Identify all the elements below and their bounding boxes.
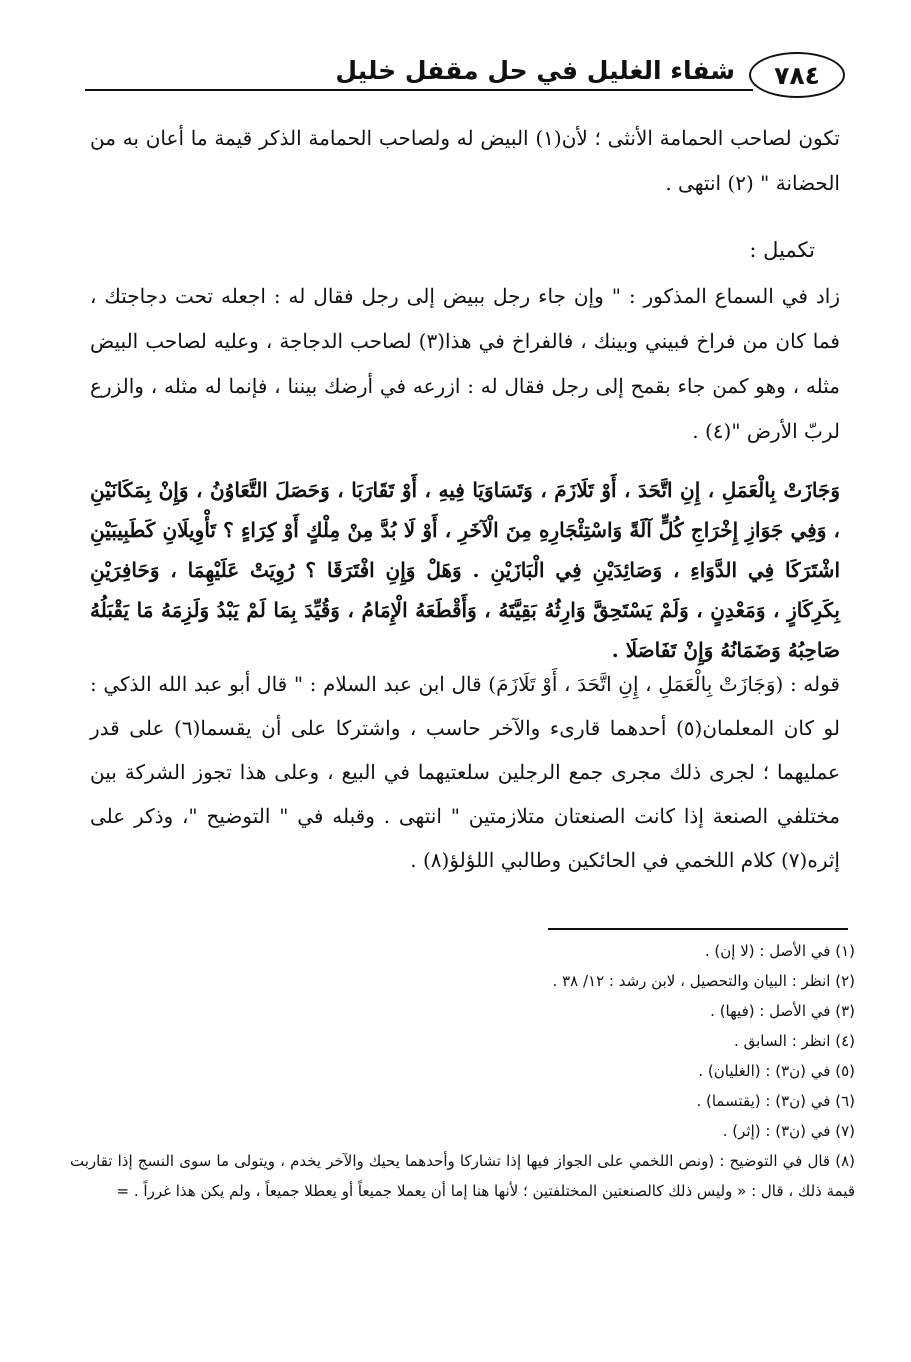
footnote-6: (٦) في (ن٣) : (يقتسما) . (696, 1092, 855, 1110)
matn-text-body: وَجَازَتْ بِالْعَمَلِ ، إِنِ اتَّحَدَ ، أَوْ تَلَازَمَ ، وَتَسَاوَيَا فِيهِ ، أَوْ تَقَارَبَا ، وَحَصَلَ التَّعَاوُنُ ، وَإِنْ بِمَكَانَيْنِ ، وَفِي جَوَازِ إِخْرَاجِ كُلٍّ آلَةً وَاسْتِئْجَارِهِ مِنَ الْآخَرِ ، أَوْ لَا بُدَّ مِنْ مِلْكٍ أَوْ كِرَاءٍ ؟ تَأْوِيلَانِ كَطَبِيبَيْنِ اشْتَرَكَا فِي الدَّوَاءِ ، وَصَائِدَيْنِ فِي الْبَازَيْنِ . وَهَلْ وَإِنِ افْتَرَقَا ؟ رُوِيَتْ عَلَيْهِمَا ، وَحَافِرَيْنِ بِكَرِكَازٍ ، وَمَعْدِنٍ ، وَلَمْ يَسْتَحِقَّ وَارِثُهُ بَقِيَّتَهُ ، وَأَقْطَعَهُ الْإِمَامُ ، وَقُيِّدَ بِمَا لَمْ يَبْدُ وَلَزِمَهُ مَا يَقْبَلُهُ صَاحِبُهُ وَضَمَانُهُ وَإِنْ تَفَاصَلَا . (90, 478, 840, 662)
paragraph-3-text: قوله : (وَجَازَتْ بِالْعَمَلِ ، إِنِ اتَّحَدَ ، أَوْ تَلَازَمَ) قال ابن عبد السلام : " قال أبو عبد الله الذكي : لو كان المعلمان(٥) أحدهما قارىء والآخر حاسب ، واشتركا على أن يقسما(٦) على قدر عمليهما ؛ لجرى ذلك مجرى جمع الرجلين سلعتيهما في البيع ، وعلى هذا تجوز الشركة بين مختلفي الصنعة إذا كانت الصنعتان متلازمتين " انتهى . وقبله في " التوضيح "، وذكر على إثره(٧) كلام اللخمي في الحائكين وطالبي اللؤلؤ(٨) . (90, 672, 840, 872)
paragraph-1-text: تكون لصاحب الحمامة الأنثى ؛ لأن(١) البيض له ولصاحب الحمامة الذكر قيمة ما أعان به من الحضانة " (٢) انتهى . (90, 126, 840, 195)
running-title: شفاء الغليل في حل مقفل خليل (335, 56, 735, 85)
section-heading (749, 228, 815, 273)
footnote-1: (١) في الأصل : (لا إن) . (704, 942, 855, 960)
footnote-4: (٤) انظر : السابق . (734, 1032, 855, 1050)
footnote-8: (٨) قال في التوضيح : (ونص اللخمي على الجواز فيها إذا تشاركا وأحدهما يحيك والآخر يخدم ، ويتولى ما سوى النسج إذا تقاربت قيمة ذلك ، قال : « وليس ذلك كالصنعتين المختلفتين ؛ لأنها هنا إما أن يعملا جميعاً أو يعطلا جميعاً ، ولم يكن هذا غرراً . = (70, 1152, 855, 1200)
footnote-2: (٢) انظر : البيان والتحصيل ، لابن رشد : ١٢/ ٣٨ . (552, 972, 855, 990)
paragraph-1 (90, 116, 840, 206)
paragraph-2 (90, 274, 840, 454)
paragraph-3 (90, 662, 840, 882)
paragraph-2-text: زاد في السماع المذكور : " وإن جاء رجل ببيض إلى رجل فقال له : اجعله تحت دجاجتك ، فما كان من فراخ فبيني وبينك ، فالفراخ في هذا(٣) لصاحب الدجاجة ، وعليه لصاحب البيض مثله ، وهو كمن جاء بقمح إلى رجل فقال له : ازرعه في أرضك بيننا ، فإنما له مثله ، والزرع لربّ الأرض "(٤) . (90, 284, 840, 443)
footnote-7: (٧) في (ن٣) : (إثر) . (722, 1122, 855, 1140)
matn-text (90, 470, 840, 670)
page-header (85, 50, 845, 110)
footnote-3: (٣) في الأصل : (فيها) . (710, 1002, 855, 1020)
page-number: ٧٨٤ (749, 52, 845, 98)
footnote-5: (٥) في (ن٣) : (الغليان) . (698, 1062, 855, 1080)
footnote-rule (548, 928, 848, 930)
section-heading-text: تكميل : (749, 238, 815, 262)
footnotes (70, 936, 855, 1206)
header-rule (85, 89, 753, 91)
